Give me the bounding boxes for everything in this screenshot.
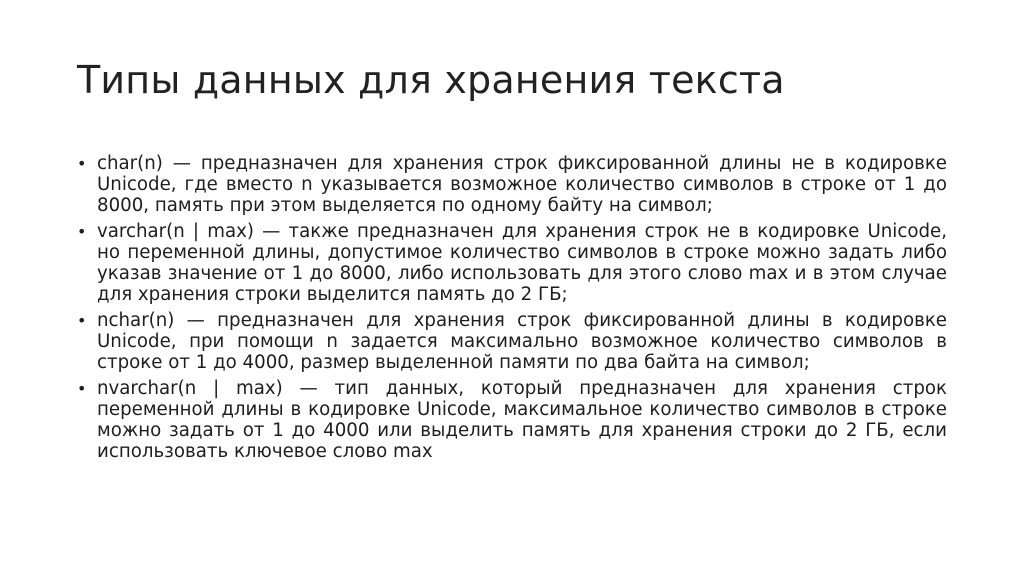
slide-title: Типы данных для хранения текста	[77, 58, 785, 102]
bullet-list	[77, 153, 947, 467]
bullet-item-char	[77, 153, 947, 216]
bullet-text: nchar(n) — предназначен для хранения строк фиксированной длины в кодировке Unicode, при помощи n задается максимально возможное количество символов в строке от 1 до 4000, размер выделенной памяти по два байта на символ;	[97, 310, 947, 373]
bullet-item-varchar	[77, 221, 947, 305]
bullet-dot: •	[77, 379, 87, 398]
bullet-item-nvarchar	[77, 378, 947, 462]
bullet-text: char(n) — предназначен для хранения строк фиксированной длины не в кодировке Unicode, где вместо n указывается возможное количество символов в строке от 1 до 8000, память при этом выделяется по одному байту на символ;	[97, 153, 947, 216]
bullet-text: nvarchar(n | max) — тип данных, который предназначен для хранения строк переменной длины в кодировке Unicode, максимальное количество символов в строке можно задать от 1 до 4000 или выделить память для хранения строки до 2 ГБ, если использовать ключевое слово max	[97, 378, 947, 462]
bullet-dot: •	[77, 154, 87, 173]
bullet-text: varchar(n | max) — также предназначен для хранения строк не в кодировке Unicode, но переменной длины, допустимое количество символов в строке можно задать либо указав значение от 1 до 8000, либо использовать для этого слово max и в этом случае для хранения строки выделится память до 2 ГБ;	[97, 221, 947, 305]
bullet-item-nchar	[77, 310, 947, 373]
bullet-dot: •	[77, 311, 87, 330]
bullet-dot: •	[77, 222, 87, 241]
